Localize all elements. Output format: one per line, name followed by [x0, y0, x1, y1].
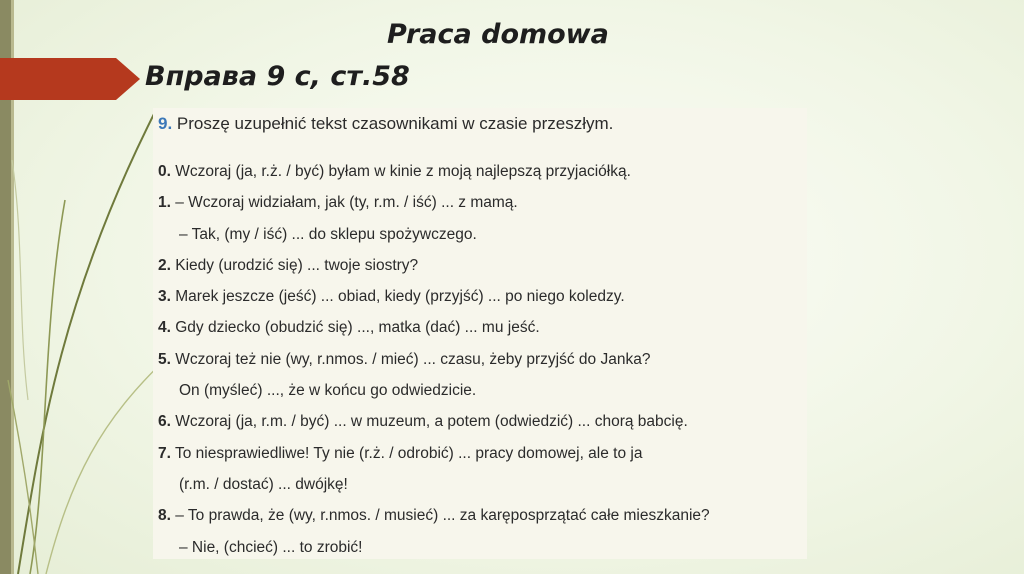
exercise-line — [153, 162, 807, 193]
line-number: 3. — [158, 288, 171, 306]
line-text: To niesprawiedliwe! Ty nie (r.ż. / odrobić) ... pracy domowej, ale to ja — [174, 444, 643, 462]
exercise-line — [153, 381, 807, 412]
exercise-instruction: Proszę uzupełnić tekst czasownikami w czasie przeszłym. — [176, 114, 614, 133]
exercise-line — [153, 475, 807, 506]
line-text: – Nie, (chcieć) ... to zrobić! — [179, 538, 363, 556]
line-number: 7. — [158, 444, 171, 462]
exercise-line — [153, 193, 807, 224]
exercise-line — [153, 225, 807, 256]
exercise-line — [153, 318, 807, 349]
line-text: Gdy dziecko (obudzić się) ..., matka (dać) ... mu jeść. — [175, 319, 540, 337]
exercise-panel — [153, 108, 807, 559]
line-text: – Tak, (my / iść) ... do sklepu spożywczego. — [179, 225, 477, 243]
line-text: Wczoraj też nie (wy, r.nmos. / mieć) ... czasu, żeby przyjść do Janka? — [175, 350, 651, 368]
arrow-shape — [0, 58, 140, 100]
line-number: 1. — [158, 194, 171, 212]
slide-title: Praca domowa — [387, 19, 609, 50]
line-text: Wczoraj (ja, r.m. / być) ... w muzeum, a potem (odwiedzić) ... chorą babcię. — [175, 413, 688, 431]
line-text: (r.m. / dostać) ... dwójkę! — [179, 475, 348, 493]
exercise-line — [153, 538, 807, 569]
line-text: – Wczoraj widziałam, jak (ty, r.m. / iść) ... z mamą. — [175, 194, 518, 212]
exercise-line — [153, 287, 807, 318]
line-number: 4. — [158, 319, 171, 337]
exercise-number: 9. — [158, 114, 173, 133]
line-number: 0. — [158, 163, 171, 180]
line-text: Wczoraj (ja, r.ż. / być) byłam w kinie z moją najlepszą przyjaciółką. — [175, 163, 631, 180]
slide-subtitle: Вправа 9 с, ст.58 — [145, 61, 410, 92]
line-text: Kiedy (urodzić się) ... twoje siostry? — [175, 256, 419, 274]
line-number: 6. — [158, 413, 171, 431]
line-text: – To prawda, że (wy, r.nmos. / musieć) ... za karęposprzątać całe mieszkanie? — [175, 507, 710, 525]
line-text: On (myśleć) ..., że w końcu go odwiedzicie. — [179, 382, 477, 400]
exercise-lines — [153, 162, 807, 569]
line-text: Marek jeszcze (jeść) ... obiad, kiedy (przyjść) ... po niego koledzy. — [175, 288, 625, 306]
exercise-line — [153, 506, 807, 537]
line-number: 8. — [158, 507, 171, 525]
line-number: 2. — [158, 256, 171, 274]
exercise-line — [153, 444, 807, 475]
line-number: 5. — [158, 350, 171, 368]
exercise-heading — [158, 114, 613, 134]
exercise-line — [153, 412, 807, 443]
exercise-line — [153, 256, 807, 287]
exercise-line — [153, 350, 807, 381]
